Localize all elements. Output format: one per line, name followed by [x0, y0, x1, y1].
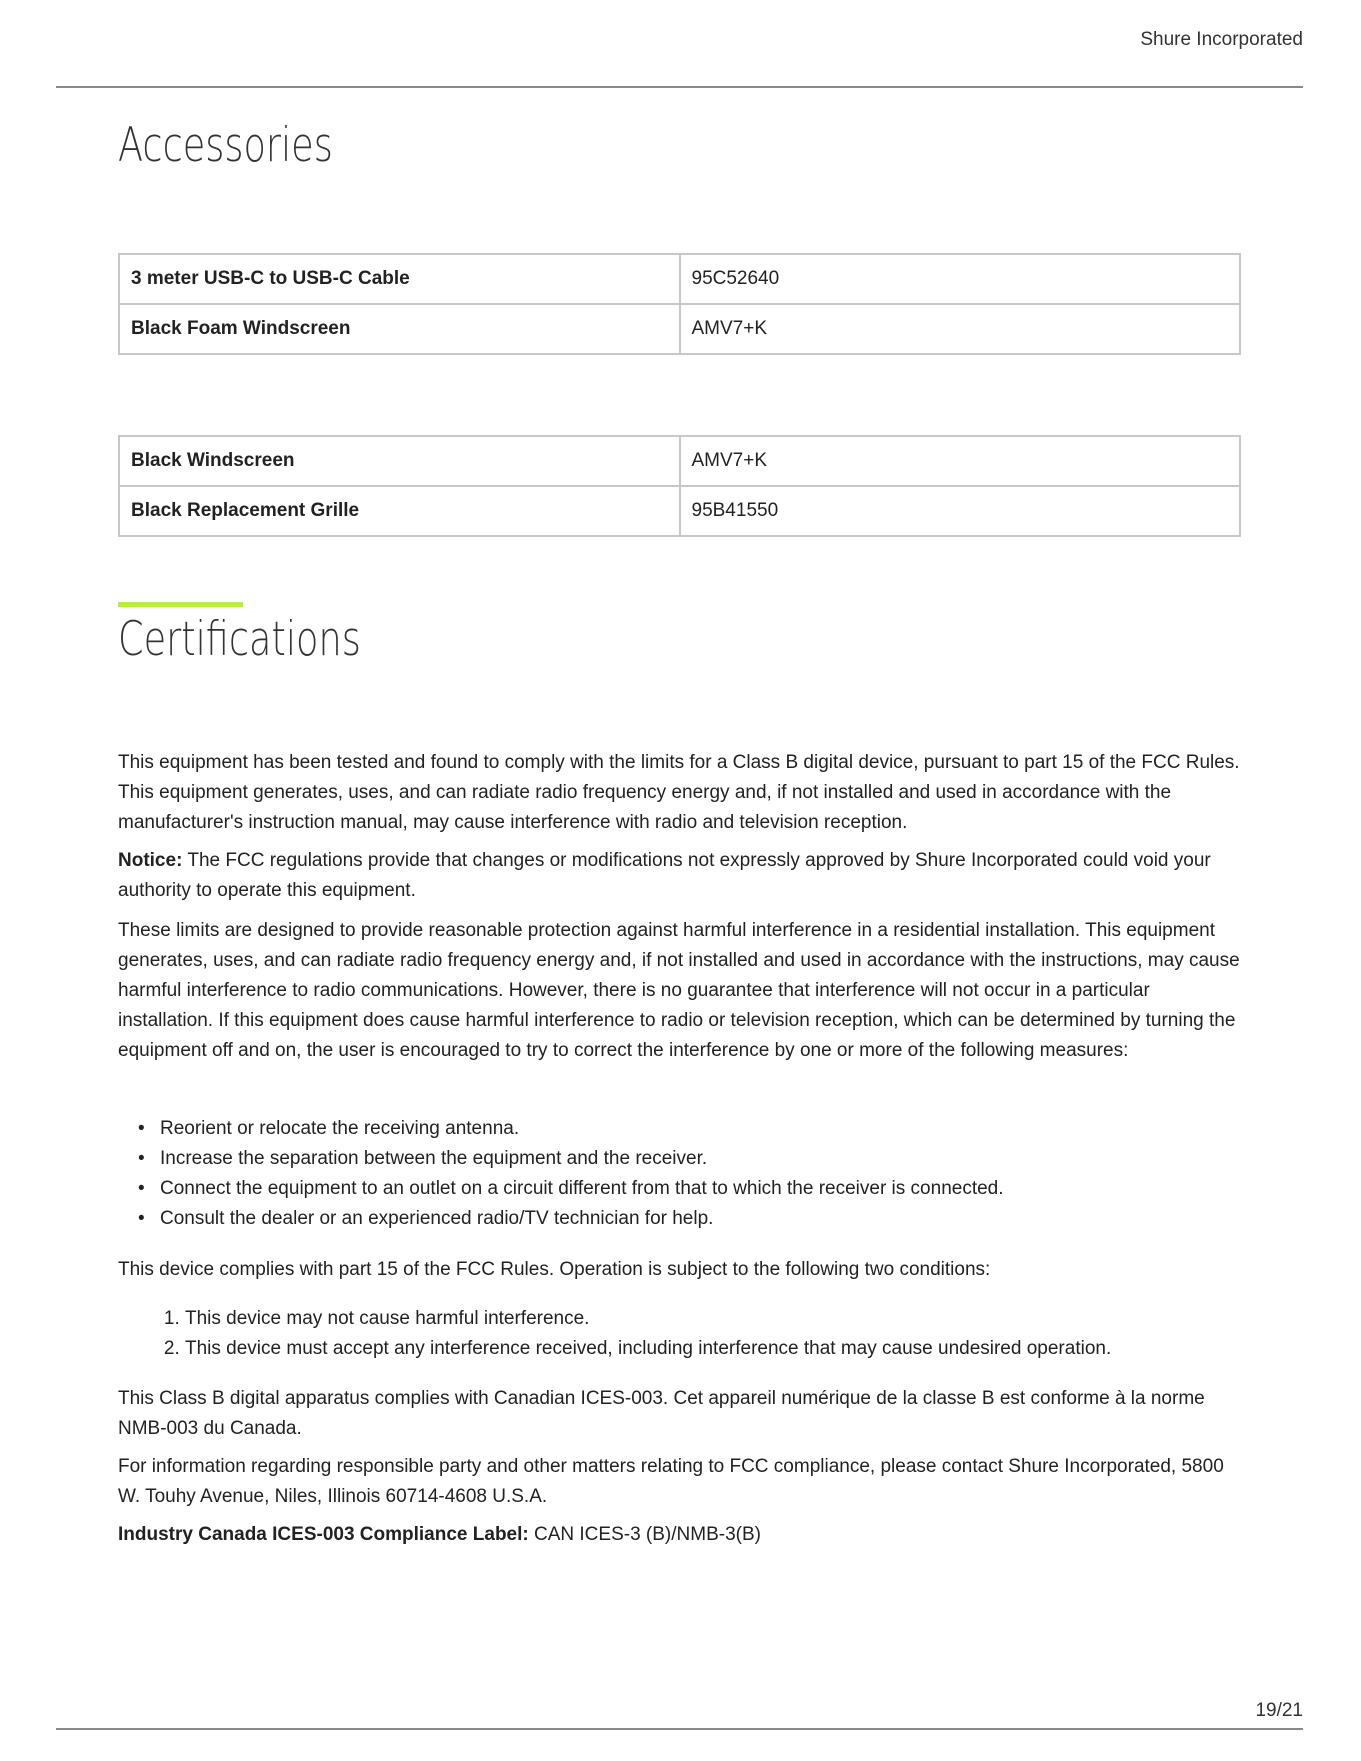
list-item: • Increase the separation between the equipment and the receiver. [160, 1144, 1004, 1174]
accessory-part-number: 95C52640 [680, 254, 1241, 304]
accessory-part-number: AMV7+K [680, 304, 1241, 354]
canada-paragraph: This Class B digital apparatus complies with Canadian ICES-003. Cet appareil numérique de la classe B est conforme à la norme NMB-003 du Canada. [118, 1388, 1205, 1439]
accessory-name: Black Windscreen [119, 436, 680, 486]
accessory-part-number: 95B41550 [680, 486, 1241, 536]
list-item: • Connect the equipment to an outlet on a circuit different from that to which the receiver is connected. [160, 1174, 1004, 1204]
ices-label-bold: Industry Canada ICES-003 Compliance Label: [118, 1524, 529, 1545]
accessories-table-2 [118, 435, 1241, 537]
notice-label: Notice: [118, 850, 183, 871]
company-name: Shure Incorporated [1140, 29, 1303, 50]
page-header [56, 0, 1303, 88]
table-row [119, 304, 1240, 354]
table-row [119, 436, 1240, 486]
table-row [119, 254, 1240, 304]
ices-label-paragraph [118, 1520, 1242, 1550]
accessories-table-1 [118, 253, 1241, 355]
conditions-list [118, 1304, 1111, 1364]
list-item: 2. This device must accept any interference received, including interference that may cause undesired operation. [185, 1334, 1111, 1364]
accessory-name: Black Replacement Grille [119, 486, 680, 536]
table-row [119, 486, 1240, 536]
list-item: 1. This device may not cause harmful interference. [185, 1304, 1111, 1334]
fcc-class-b-paragraph: This equipment has been tested and found to comply with the limits for a Class B digital device, pursuant to part 15 of the FCC Rules. This equipment generates, uses, and can radiate radio frequency energy and, if not installed and used in accordance with the manufacturer's instruction manual, may cause interference with radio and television reception. [118, 752, 1240, 833]
accessory-name: 3 meter USB-C to USB-C Cable [119, 254, 680, 304]
certifications-title: Certifications [118, 612, 361, 667]
page-footer [56, 1700, 1303, 1730]
fcc-part15-paragraph: This device complies with part 15 of the FCC Rules. Operation is subject to the following two conditions: [118, 1259, 991, 1280]
accessory-name: Black Foam Windscreen [119, 304, 680, 354]
accessories-title: Accessories [118, 118, 333, 173]
page-number: 19/21 [1255, 1700, 1303, 1721]
notice-text: The FCC regulations provide that changes or modifications not expressly approved by Shure Incorporated could void your authority to operate this equipment. [118, 850, 1211, 901]
contact-paragraph: For information regarding responsible party and other matters relating to FCC compliance, please contact Shure Incorporated, 5800 W. Touhy Avenue, Niles, Illinois 60714-4608 U.S.A. [118, 1456, 1224, 1507]
list-item: • Consult the dealer or an experienced radio/TV technician for help. [160, 1204, 1004, 1234]
list-item: • Reorient or relocate the receiving antenna. [160, 1114, 1004, 1144]
ices-label-text: CAN ICES-3 (B)/NMB-3(B) [528, 1524, 761, 1545]
section-accent-bar [118, 602, 243, 607]
interference-paragraph: These limits are designed to provide reasonable protection against harmful interference in a residential installation. This equipment generates, uses, and can radiate radio frequency energy and, if not installed and used in accordance with the instructions, may cause harmful interference to radio communications. However, there is no guarantee that interference will not occur in a particular installation. If this equipment does cause harmful interference to radio or television reception, which can be determined by turning the equipment off and on, the user is encouraged to try to correct the interference by one or more of the following measures: [118, 920, 1240, 1061]
measures-list [118, 1114, 1004, 1234]
notice-paragraph [118, 846, 1242, 906]
accessory-part-number: AMV7+K [680, 436, 1241, 486]
